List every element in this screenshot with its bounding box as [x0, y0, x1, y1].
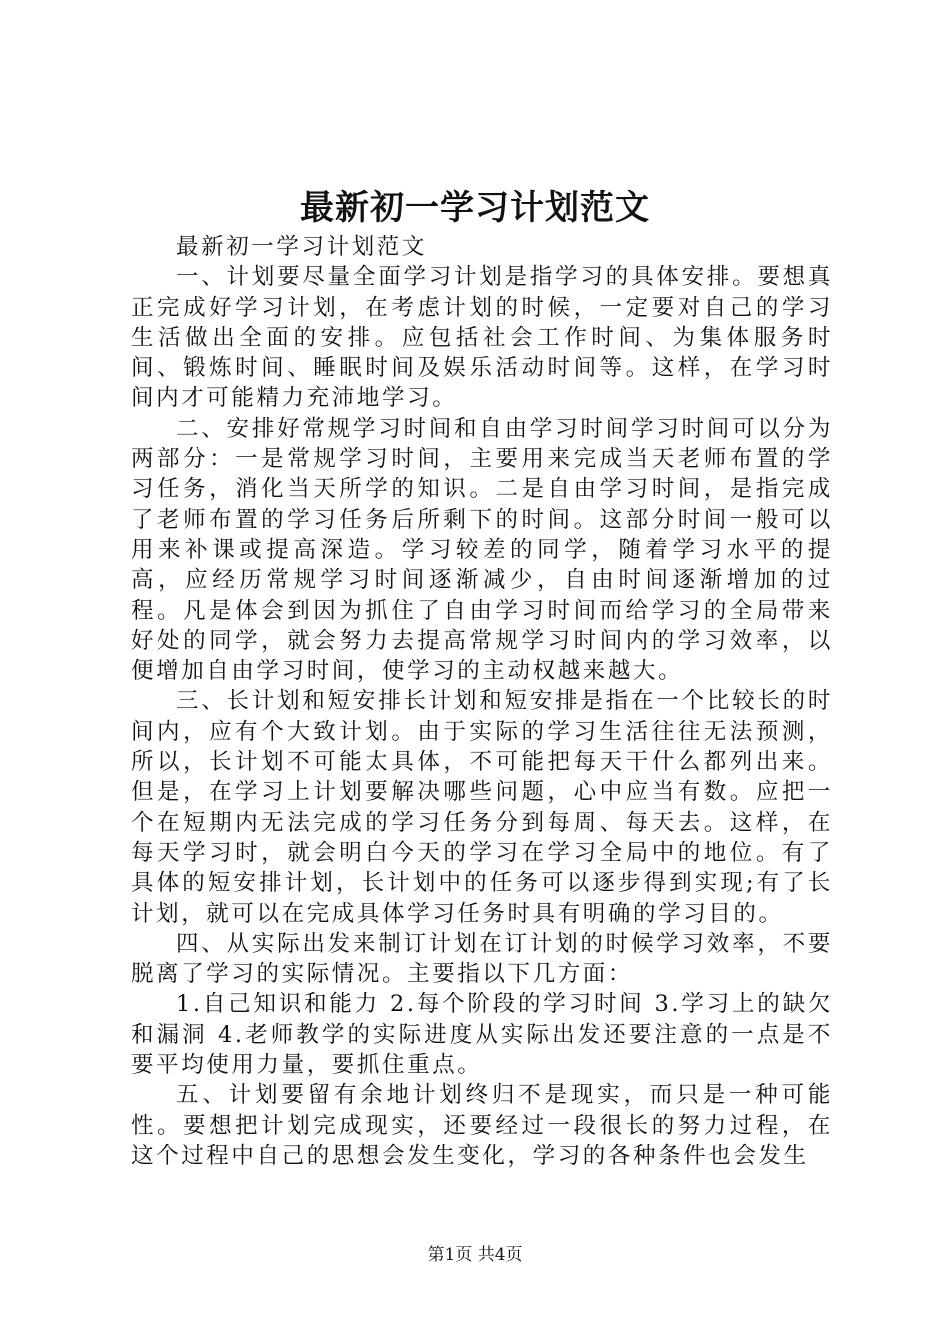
paragraph-section-4-list: 1.自己知识和能力 2.每个阶段的学习时间 3.学习上的缺欠和漏洞 4.老师教学的实际进度从实际出发还要注意的一点是不要平均使用力量，要抓住重点。 — [131, 991, 833, 1079]
paragraph-section-2: 二、安排好常规学习时间和自由学习时间学习时间可以分为两部分：一是常规学习时间，主要用来完成当天老师布置的学习任务，消化当天所学的知识。二是自由学习时间，是指完成了老师布置的学习任务后所剩下的时间。这部分时间一般可以用来补课或提高深造。学习较差的同学，随着学习水平的提高，应经历常规学习时间逐渐减少，自由时间逐渐增加的过程。凡是体会到因为抓住了自由学习时间而给学习的全局带来好处的同学，就会努力去提高常规学习时间内的学习效率，以便增加自由学习时间，使学习的主动权越来越大。 — [131, 415, 833, 685]
document-title: 最新初一学习计划范文 — [300, 188, 650, 228]
page-number-footer: 第1页 共4页 — [427, 1245, 523, 1265]
paragraph-section-4: 四、从实际出发来制订计划在订计划的时候学习效率，不要脱离了学习的实际情况。主要指以下几方面： — [131, 930, 833, 988]
paragraph-section-3: 三、长计划和短安排长计划和短安排是指在一个比较长的时间内，应有个大致计划。由于实际的学习生活往往无法预测，所以，长计划不可能太具体，不可能把每天干什么都列出来。但是，在学习上计划要解决哪些问题，心中应当有数。应把一个在短期内无法完成的学习任务分到每周、每天去。这样，在每天学习时，就会明白今天的学习在学习全局中的地位。有了具体的短安排计划，长计划中的任务可以逐步得到实现;有了长计划，就可以在完成具体学习任务时具有明确的学习目的。 — [131, 688, 833, 927]
paragraph-section-5: 五、计划要留有余地计划终归不是现实，而只是一种可能性。要想把计划完成现实，还要经过一段很长的努力过程，在这个过程中自己的思想会发生变化，学习的各种条件也会发生 — [131, 1082, 833, 1169]
paragraph-section-1: 一、计划要尽量全面学习计划是指学习的具体安排。要想真正完成好学习计划，在考虑计划的时候，一定要对自己的学习生活做出全面的安排。应包括社会工作时间、为集体服务时间、锻炼时间、睡眠时间及娱乐活动时间等。这样，在学习时间内才可能精力充沛地学习。 — [131, 264, 833, 412]
document-body — [131, 232, 833, 1171]
paragraph-subtitle: 最新初一学习计划范文 — [176, 234, 428, 260]
